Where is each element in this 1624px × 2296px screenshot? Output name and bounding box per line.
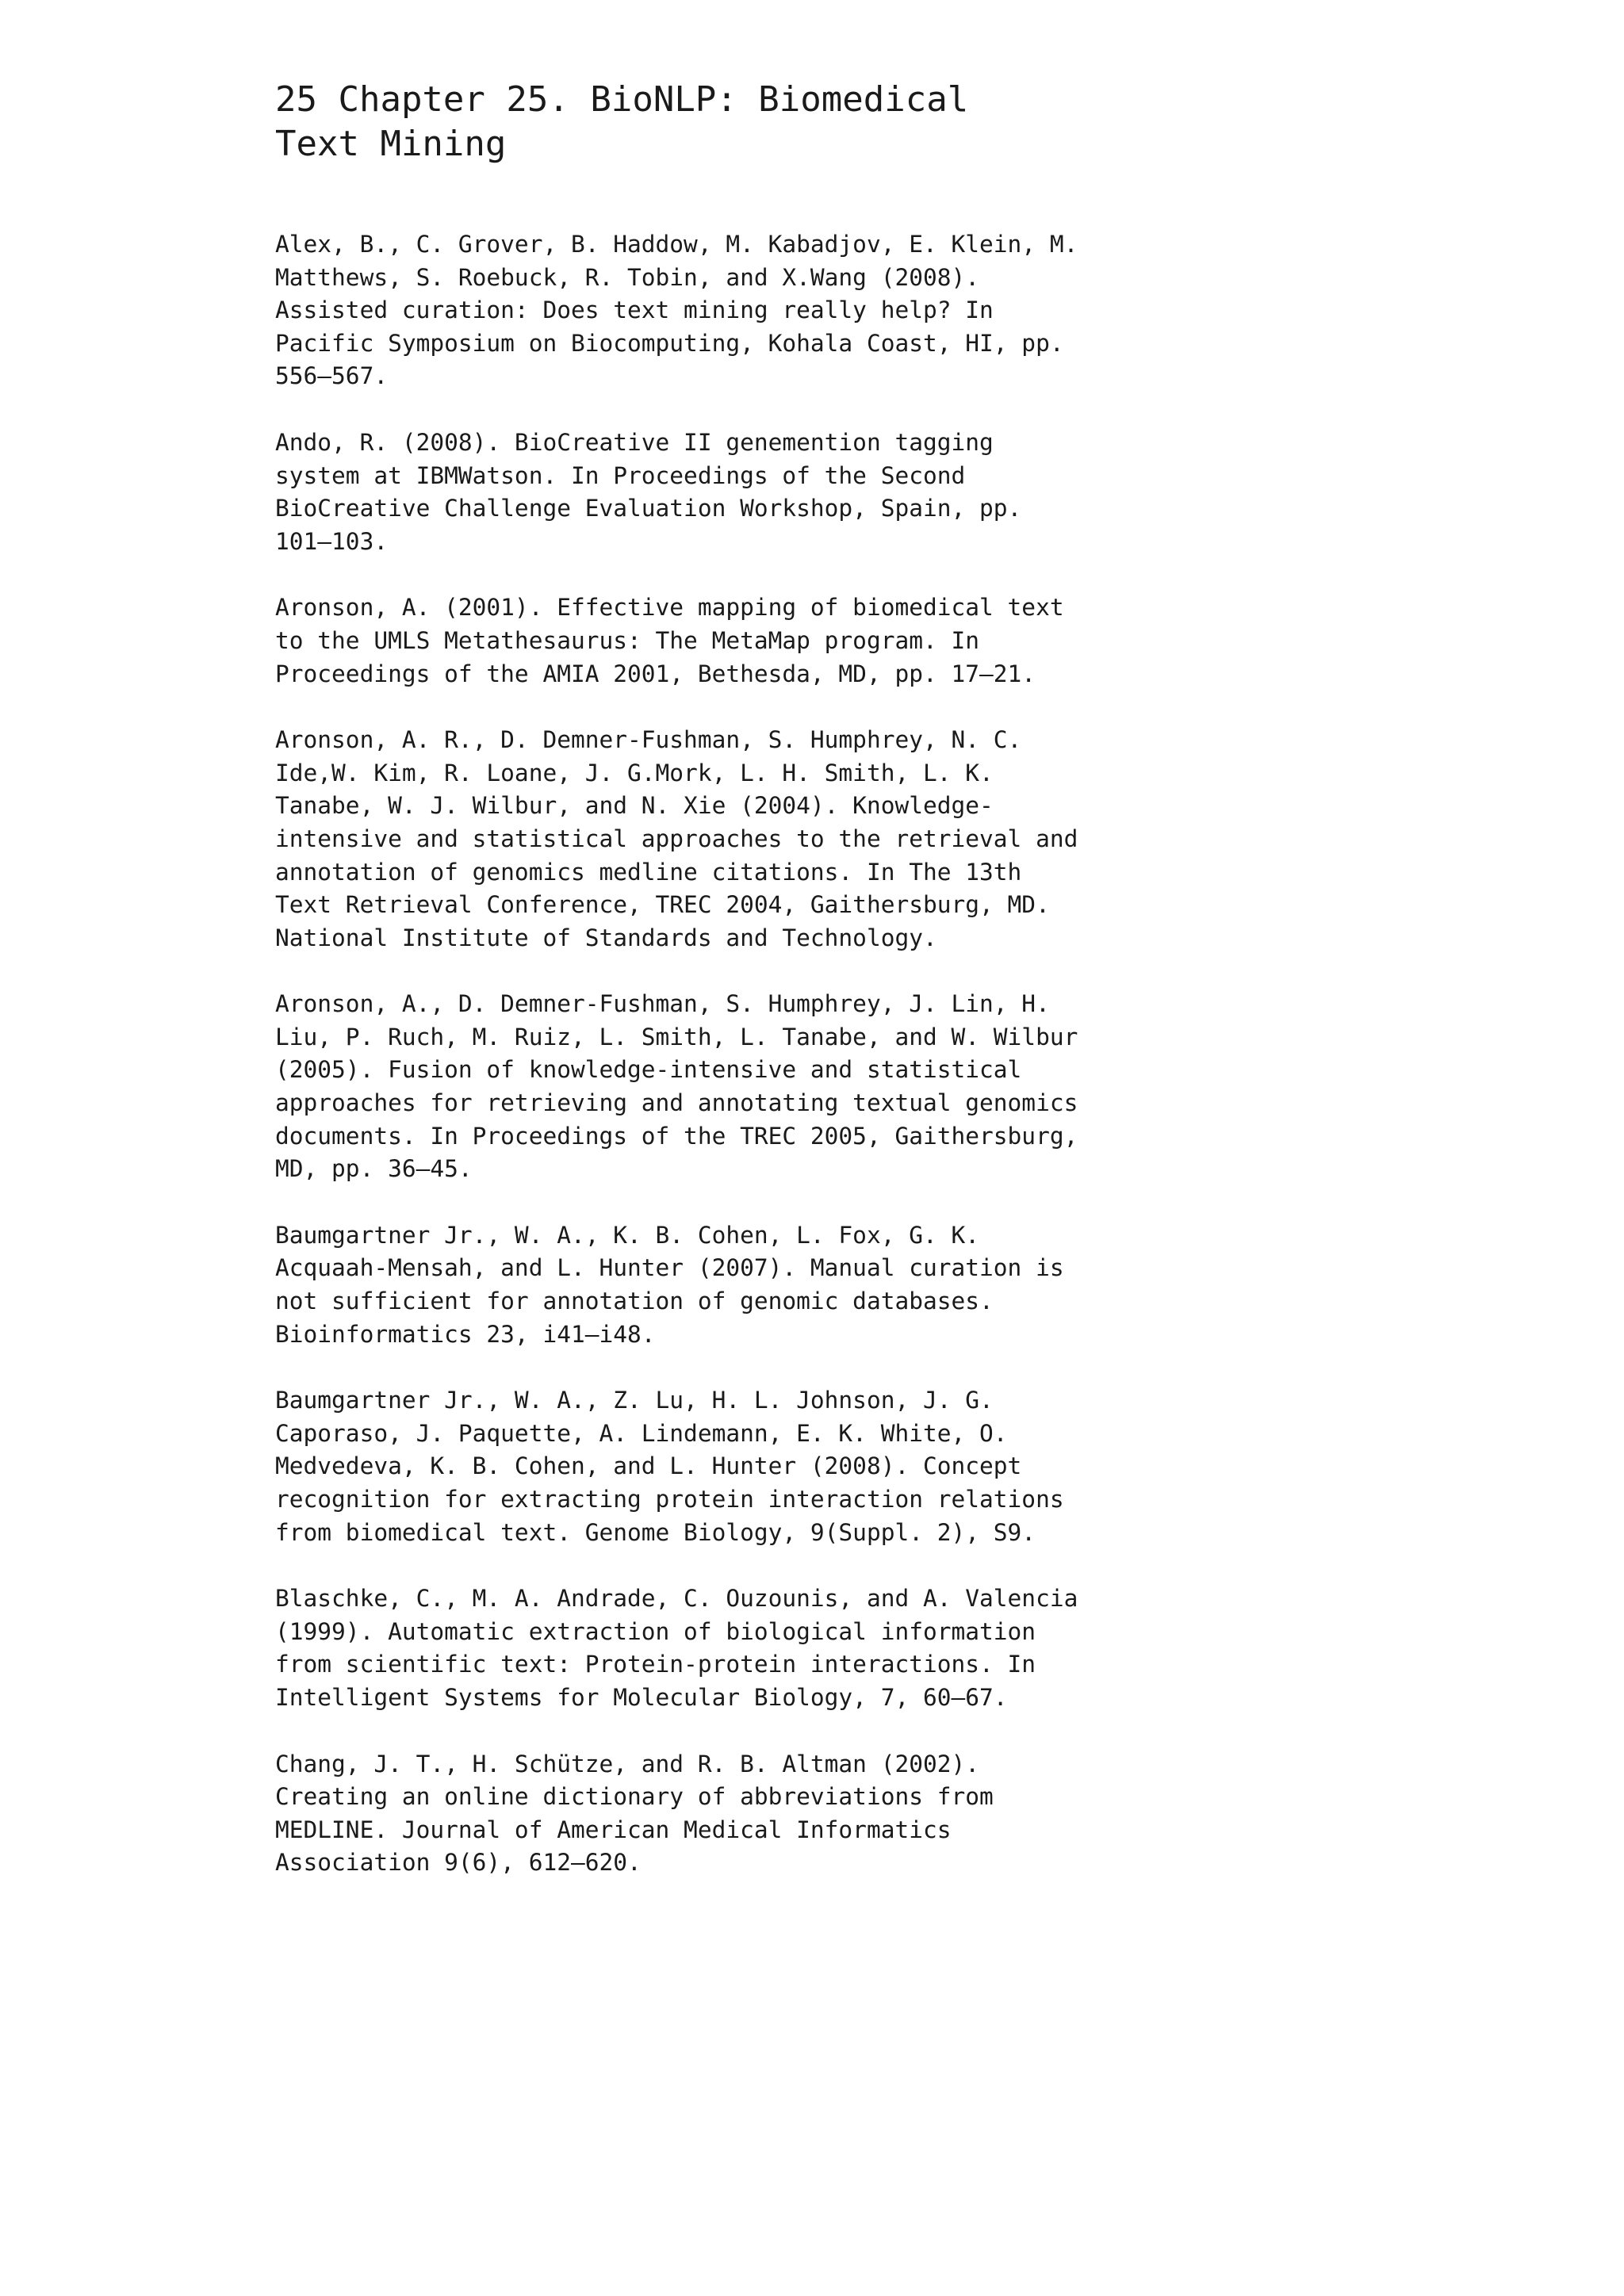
reference-entry: Baumgartner Jr., W. A., K. B. Cohen, L. Fox, G. K. Acquaah-Mensah, and L. Hunter (2007). Manual curation is not sufficient for annotation of genomic databases. Bioinformatics 23, i41–i48. — [275, 1221, 1078, 1348]
reference-entry: Alex, B., C. Grover, B. Haddow, M. Kabadjov, E. Klein, M. Matthews, S. Roebuck, R. Tobin, and X.Wang (2008). Assisted curation: Does text mining really help? In Pacific Symposium on Biocomputing, Kohala Coast, HI, pp. 556–567. — [275, 231, 1093, 390]
reference-entry: Aronson, A. (2001). Effective mapping of biomedical text to the UMLS Metathesaurus: The MetaMap program. In Proceedings of the AMIA 2001, Bethesda, MD, pp. 17–21. — [275, 594, 1078, 687]
reference-entry: Chang, J. T., H. Schütze, and R. B. Altman (2002). Creating an online dictionary of abbreviations from MEDLINE. Journal of American Medical Informatics Association 9(6), 612–620. — [275, 1750, 1008, 1877]
reference-entry: Baumgartner Jr., W. A., Z. Lu, H. L. Johnson, J. G. Caporaso, J. Paquette, A. Lindemann, E. K. White, O. Medvedeva, K. B. Cohen, and L. Hunter (2008). Concept recognition for extracting protein interaction relations from biomedical text. Genome Biology, 9(Suppl. 2), S9. — [275, 1387, 1078, 1546]
reference-entry: Ando, R. (2008). BioCreative II genemention tagging system at IBMWatson. In Proceedings of the Second BioCreative Challenge Evaluation Workshop, Spain, pp. 101–103. — [275, 428, 1036, 555]
reference-entry: Aronson, A. R., D. Demner-Fushman, S. Humphrey, N. C. Ide,W. Kim, R. Loane, J. G.Mork, L. H. Smith, L. K. Tanabe, W. J. Wilbur, and N. Xie (2004). Knowledge-intensive and statistical approaches to the retrieval and annotation of genomics medline citations. In The 13th Text Retrieval Conference, TREC 2004, Gaithersburg, MD. National Institute of Standards and Technology. — [275, 726, 1093, 951]
reference-list — [275, 228, 1369, 1880]
document-page — [275, 78, 1369, 1913]
reference-entry: Aronson, A., D. Demner-Fushman, S. Humphrey, J. Lin, H. Liu, P. Ruch, M. Ruiz, L. Smith, L. Tanabe, and W. Wilbur (2005). Fusion of knowledge-intensive and statistical approaches for retrieving and annotating textual genomics documents. In Proceedings of the TREC 2005, Gaithersburg, MD, pp. 36–45. — [275, 990, 1093, 1183]
chapter-title: 25 Chapter 25. BioNLP: Biomedical Text Mining — [275, 79, 969, 164]
reference-entry: Blaschke, C., M. A. Andrade, C. Ouzounis, and A. Valencia (1999). Automatic extraction of biological information from scientific text: Protein-protein interactions. In Intelligent Systems for Molecular Biology, 7, 60–67. — [275, 1585, 1093, 1711]
